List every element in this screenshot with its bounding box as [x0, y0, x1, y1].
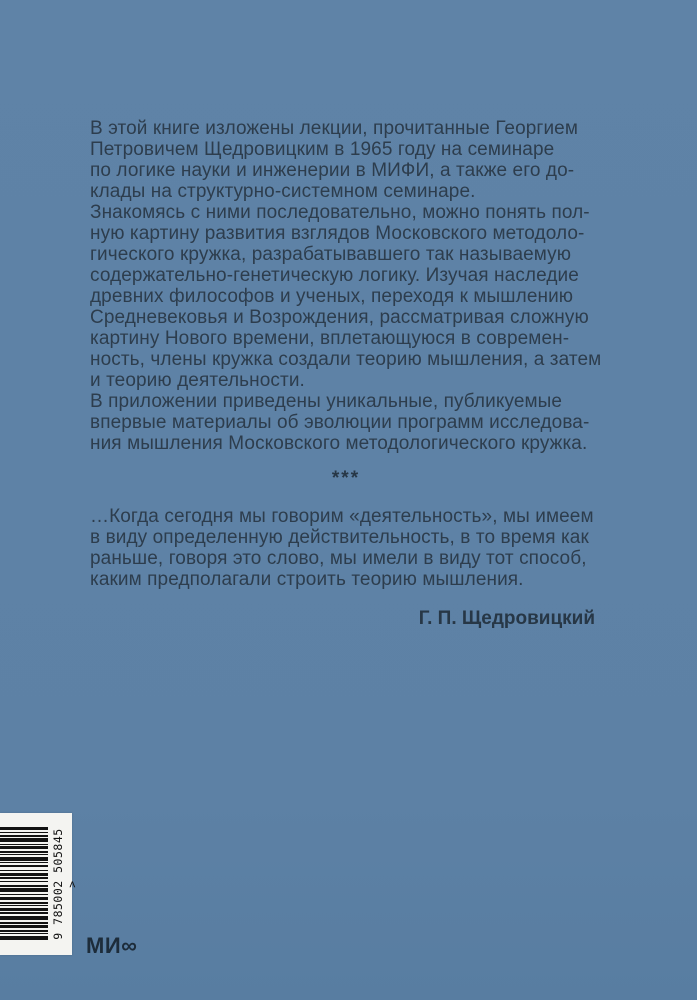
quote-line: …Когда сегодня мы говорим «деятельность», мы имеем: [90, 506, 594, 527]
annotation-line: древних философов и ученых, переходя к мышлению: [90, 286, 574, 307]
annotation-line: клады на структурно-системном семинаре.: [90, 181, 476, 202]
annotation-line: содержательно-генетическую логику. Изучая наследие: [90, 265, 579, 286]
annotation-line: В приложении приведены уникальные, публикуемые: [90, 391, 563, 412]
annotation-text: [90, 118, 620, 454]
annotation-line: В этой книге изложены лекции, прочитанные Георгием: [90, 118, 579, 139]
quote-line: в виду определенную действительность, в то время как: [90, 527, 589, 548]
annotation-line: Средневековья и Возрождения, рассматривая сложную: [90, 307, 589, 328]
barcode-number: 9 785002 505845 >: [51, 828, 79, 940]
section-separator: ***: [331, 468, 361, 489]
quote-line: раньше, говоря это слово, мы имели в виду тот способ,: [90, 548, 587, 569]
quote-attribution: Г. П. Щедровицкий: [418, 608, 595, 629]
annotation-line: и теорию деятельности.: [90, 370, 305, 391]
annotation-line: ность, члены кружка создали теорию мышления, а затем: [90, 349, 602, 370]
annotation-line: картину Нового времени, вплетающуюся в современ-: [90, 328, 570, 349]
annotation-line: ния мышления Московского методологического кружка.: [90, 433, 588, 454]
annotation-line: Знакомясь с ними последовательно, можно понять пол-: [90, 202, 590, 223]
annotation-line: впервые материалы об эволюции программ исследова-: [90, 412, 590, 433]
quote-line: каким предполагали строить теорию мышления.: [90, 569, 524, 590]
annotation-line: ную картину развития взглядов Московского методоло-: [90, 223, 585, 244]
annotation-line: Петровичем Щедровицким в 1965 году на семинаре: [90, 139, 555, 160]
annotation-line: гического кружка, разрабатывавшего так называемую: [90, 244, 572, 265]
annotation-line: по логике науки и инженерии в МИФИ, а также его до-: [90, 160, 575, 181]
quote-text: [90, 506, 620, 590]
publisher-logo: МИ∞: [86, 933, 138, 958]
barcode-bars-icon: [0, 827, 48, 940]
